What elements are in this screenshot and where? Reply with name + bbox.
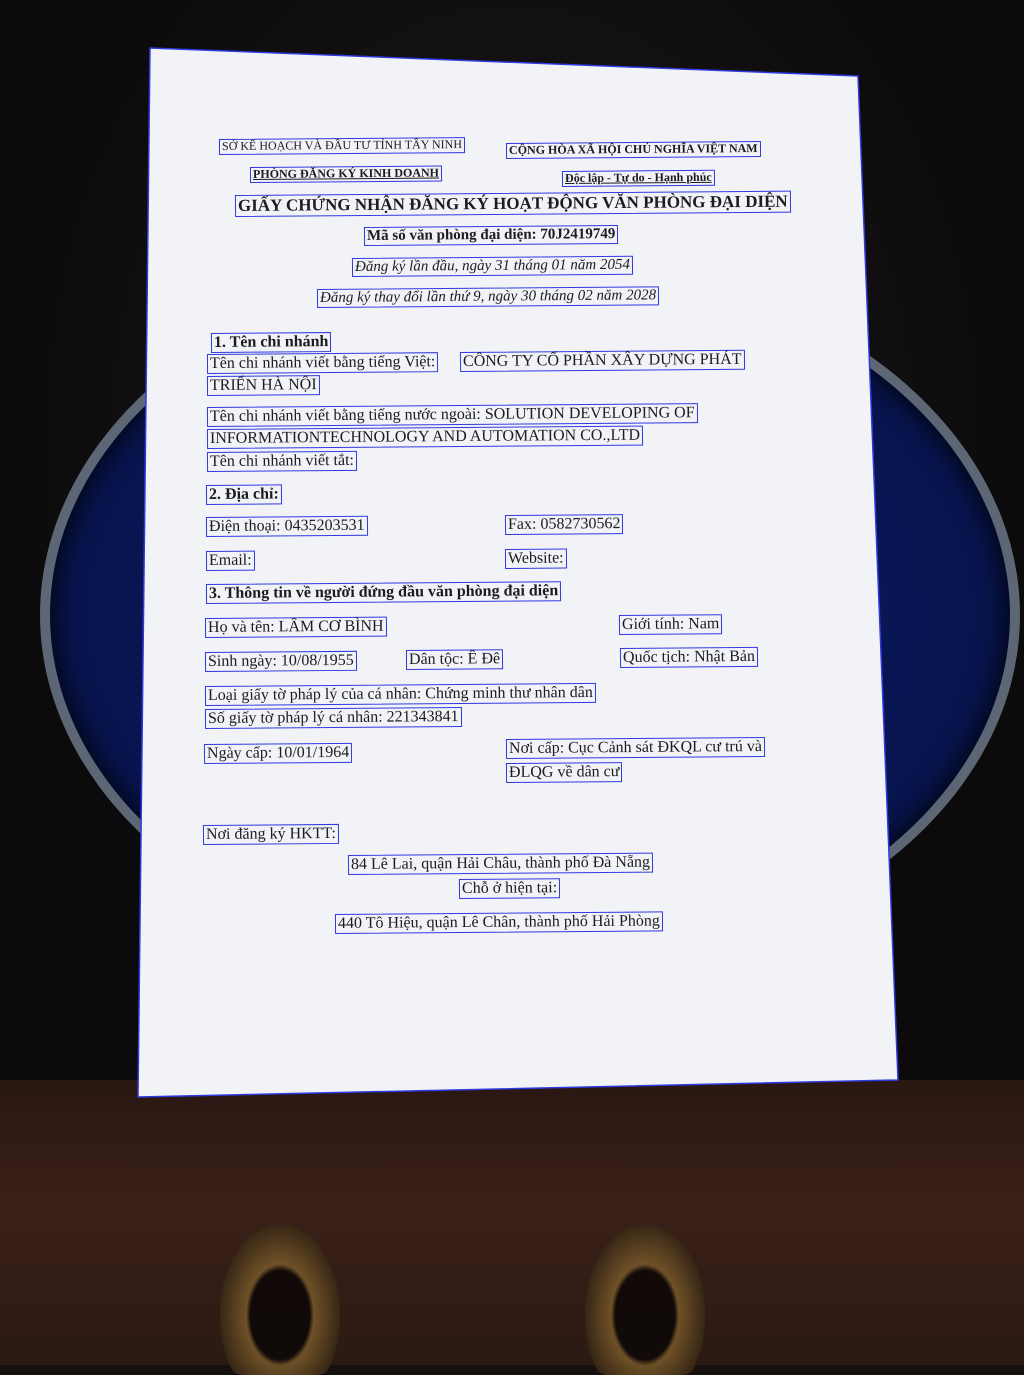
gender: Giới tính: Nam (619, 614, 723, 635)
issue-place-line2: ĐLQG về dân cư (506, 762, 623, 783)
date-of-birth: Sinh ngày: 10/08/1955 (205, 651, 357, 673)
foreign-name-line2: INFORMATIONTECHNOLOGY AND AUTOMATION CO.,LTD (207, 426, 643, 450)
national-slogan: Độc lập - Tự do - Hạnh phúc (562, 170, 715, 187)
change-registration-date: Đăng ký thay đổi lần thứ 9, ngày 30 tháng 02 năm 2028 (317, 286, 659, 308)
vietnamese-name-value-line2: TRIỂN HÀ NỘI (207, 375, 320, 396)
legal-document-type: Loại giấy tờ pháp lý của cá nhân: Chứng minh thư nhân dân (205, 683, 596, 706)
legal-document-number: Số giấy tờ pháp lý cá nhân: 221343841 (205, 707, 462, 729)
short-name-label: Tên chi nhánh viết tắt: (207, 451, 357, 473)
office-code: Mã số văn phòng đại diện: 70J2419749 (364, 225, 619, 246)
nationality: Quốc tịch: Nhật Bản (620, 647, 758, 668)
document-title: GIẤY CHỨNG NHẬN ĐĂNG KÝ HOẠT ĐỘNG VĂN PHÒNG ĐẠI DIỆN (235, 191, 791, 217)
current-residence-label: Chỗ ở hiện tại: (459, 878, 560, 899)
section-1-heading: 1. Tên chi nhánh (211, 332, 332, 353)
foreign-name-line1: Tên chi nhánh viết bằng tiếng nước ngoài: SOLUTION DEVELOPING OF (207, 403, 698, 427)
email-label: Email: (206, 551, 255, 572)
permanent-residence-address: 84 Lê Lai, quận Hải Châu, thành phố Đà Nẵng (348, 853, 653, 876)
vietnamese-name-value-line1: CÔNG TY CỔ PHẦN XÂY DỰNG PHÁT (460, 350, 745, 373)
department-name: PHÒNG ĐĂNG KÝ KINH DOANH (250, 165, 442, 182)
section-2-heading: 2. Địa chỉ: (206, 484, 282, 505)
website-label: Website: (505, 549, 567, 570)
issue-place-line1: Nơi cấp: Cục Cảnh sát ĐKQL cư trú và (506, 737, 765, 759)
ethnicity: Dân tộc: Ê Đê (406, 649, 503, 670)
phone-number: Điện thoại: 0435203531 (206, 516, 368, 538)
national-motto: CỘNG HÒA XÃ HỘI CHỦ NGHĨA VIỆT NAM (506, 141, 761, 159)
agency-name: SỞ KẾ HOẠCH VÀ ĐẦU TƯ TỈNH TÂY NINH (219, 137, 465, 155)
issue-date: Ngày cấp: 10/01/1964 (204, 743, 352, 765)
current-residence-address: 440 Tô Hiệu, quận Lê Chân, thành phố Hải Phòng (335, 911, 663, 934)
permanent-residence-label: Nơi đăng ký HKTT: (203, 824, 339, 845)
fax-number: Fax: 0582730562 (505, 514, 624, 535)
vietnamese-name-label: Tên chi nhánh viết bằng tiếng Việt: (207, 352, 439, 374)
section-3-heading: 3. Thông tin về người đứng đầu văn phòng đại diện (206, 581, 561, 604)
first-registration-date: Đăng ký lần đầu, ngày 31 tháng 01 năm 2054 (352, 256, 633, 277)
representative-name: Họ và tên: LÂM CƠ BÌNH (205, 617, 387, 639)
